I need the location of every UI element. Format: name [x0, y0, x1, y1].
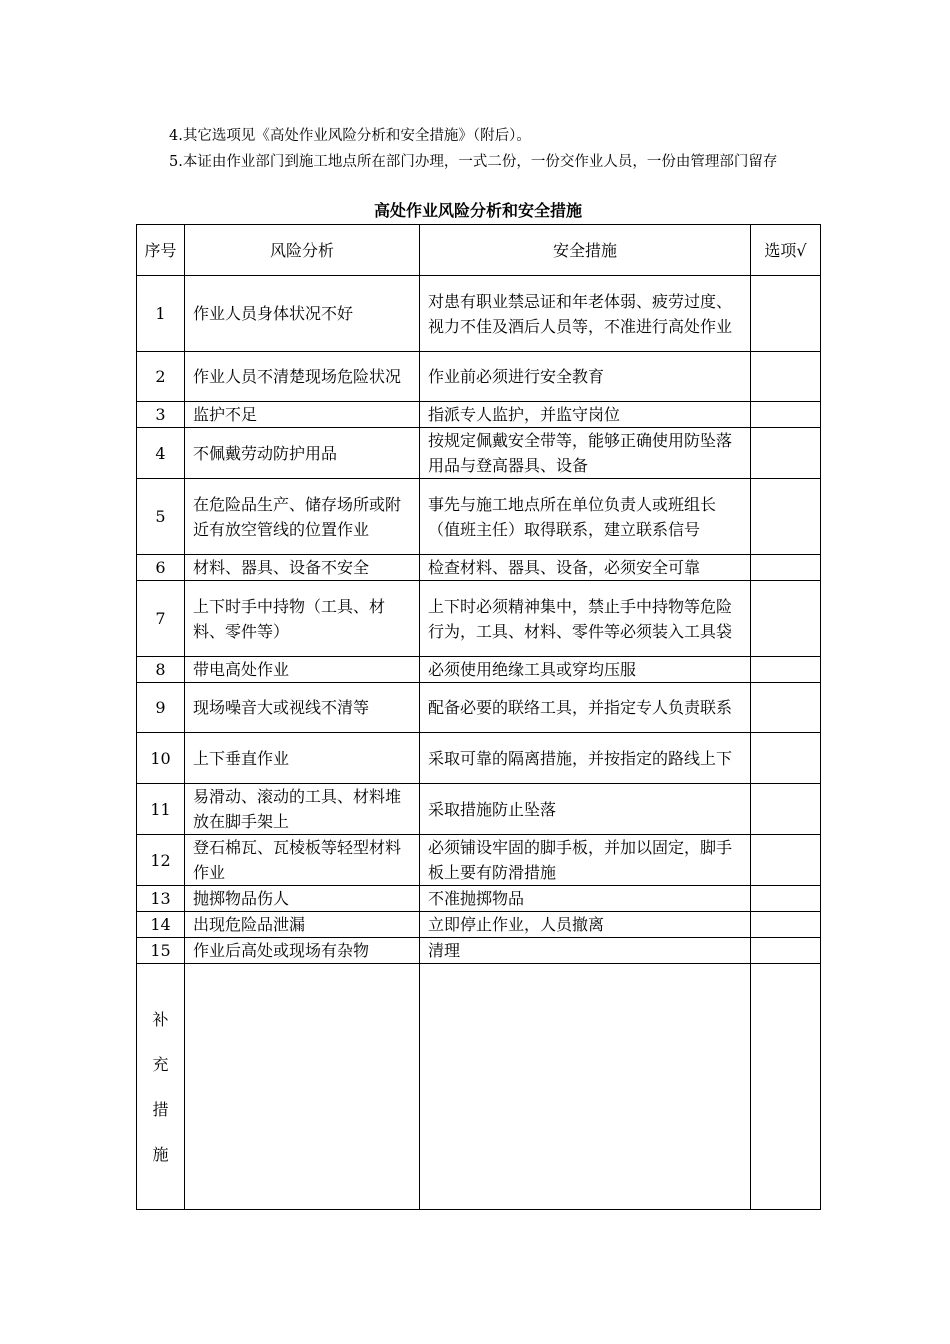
table-row — [137, 886, 821, 912]
supplement-measure-cell[interactable] — [420, 964, 751, 1210]
header-risk: 风险分析 — [185, 225, 420, 276]
risk-analysis-cell: 带电高处作业 — [185, 657, 420, 683]
option-checkbox-cell[interactable] — [751, 912, 821, 938]
risk-analysis-cell: 抛掷物品伤人 — [185, 886, 420, 912]
safety-measure-cell: 清理 — [420, 938, 751, 964]
safety-measure-cell: 指派专人监护，并监守岗位 — [420, 402, 751, 428]
option-checkbox-cell[interactable] — [751, 733, 821, 784]
table-row — [137, 683, 821, 733]
table-header-row — [137, 225, 821, 276]
risk-analysis-cell: 材料、器具、设备不安全 — [185, 555, 420, 581]
table-row — [137, 912, 821, 938]
risk-analysis-cell: 在危险品生产、储存场所或附近有放空管线的位置作业 — [185, 479, 420, 555]
row-number: 14 — [137, 912, 185, 938]
risk-analysis-cell: 上下垂直作业 — [185, 733, 420, 784]
row-number: 7 — [137, 581, 185, 657]
option-checkbox-cell[interactable] — [751, 581, 821, 657]
option-checkbox-cell[interactable] — [751, 784, 821, 835]
option-checkbox-cell[interactable] — [751, 657, 821, 683]
supplement-char: 充 — [152, 1054, 169, 1074]
safety-measure-cell: 必须使用绝缘工具或穿均压服 — [420, 657, 751, 683]
row-number: 15 — [137, 938, 185, 964]
safety-measure-cell: 作业前必须进行安全教育 — [420, 352, 751, 402]
row-number: 11 — [137, 784, 185, 835]
option-checkbox-cell[interactable] — [751, 683, 821, 733]
option-checkbox-cell[interactable] — [751, 276, 821, 352]
table-row — [137, 784, 821, 835]
option-checkbox-cell[interactable] — [751, 479, 821, 555]
row-number: 5 — [137, 479, 185, 555]
safety-measure-cell: 不准抛掷物品 — [420, 886, 751, 912]
table-row — [137, 555, 821, 581]
supplement-option-cell[interactable] — [751, 964, 821, 1210]
risk-analysis-cell: 易滑动、滚动的工具、材料堆放在脚手架上 — [185, 784, 420, 835]
safety-measure-cell: 配备必要的联络工具，并指定专人负责联系 — [420, 683, 751, 733]
table-row — [137, 581, 821, 657]
supplement-risk-cell[interactable] — [185, 964, 420, 1210]
risk-analysis-cell: 监护不足 — [185, 402, 420, 428]
safety-measure-cell: 必须铺设牢固的脚手板，并加以固定，脚手板上要有防滑措施 — [420, 835, 751, 886]
table-row — [137, 657, 821, 683]
row-number: 9 — [137, 683, 185, 733]
safety-measure-cell: 立即停止作业，人员撤离 — [420, 912, 751, 938]
row-number: 1 — [137, 276, 185, 352]
risk-analysis-cell: 现场噪音大或视线不清等 — [185, 683, 420, 733]
table-row — [137, 402, 821, 428]
safety-measure-cell: 上下时必须精神集中，禁止手中持物等危险行为，工具、材料、零件等必须装入工具袋 — [420, 581, 751, 657]
supplement-label — [137, 964, 185, 1210]
table-row — [137, 352, 821, 402]
option-checkbox-cell[interactable] — [751, 835, 821, 886]
table-row — [137, 479, 821, 555]
safety-measure-cell: 按规定佩戴安全带等，能够正确使用防坠落用品与登高器具、设备 — [420, 428, 751, 479]
supplement-char: 施 — [152, 1144, 169, 1164]
risk-analysis-cell: 登石棉瓦、瓦棱板等轻型材料作业 — [185, 835, 420, 886]
option-checkbox-cell[interactable] — [751, 352, 821, 402]
option-checkbox-cell[interactable] — [751, 402, 821, 428]
risk-analysis-cell: 不佩戴劳动防护用品 — [185, 428, 420, 479]
table-row — [137, 733, 821, 784]
safety-measure-cell: 采取可靠的隔离措施，并按指定的路线上下 — [420, 733, 751, 784]
row-number: 8 — [137, 657, 185, 683]
table-row — [137, 835, 821, 886]
safety-measure-cell: 对患有职业禁忌证和年老体弱、疲劳过度、视力不佳及酒后人员等，不准进行高处作业 — [420, 276, 751, 352]
safety-measure-cell: 采取措施防止坠落 — [420, 784, 751, 835]
option-checkbox-cell[interactable] — [751, 555, 821, 581]
risk-analysis-cell: 作业人员不清楚现场危险状况 — [185, 352, 420, 402]
risk-analysis-cell: 作业人员身体状况不好 — [185, 276, 420, 352]
note-item-4: 4.其它选项见《高处作业风险分析和安全措施》（附后）。 — [169, 128, 531, 144]
table-title: 高处作业风险分析和安全措施 — [373, 201, 582, 220]
header-measure: 安全措施 — [420, 225, 751, 276]
table-row — [137, 938, 821, 964]
table-body — [137, 276, 821, 964]
row-number: 3 — [137, 402, 185, 428]
table-row — [137, 428, 821, 479]
option-checkbox-cell[interactable] — [751, 428, 821, 479]
supplement-row — [137, 964, 821, 1210]
safety-measure-cell: 事先与施工地点所在单位负责人或班组长（值班主任）取得联系，建立联系信号 — [420, 479, 751, 555]
note-item-5: 5.本证由作业部门到施工地点所在部门办理，一式二份，一份交作业人员，一份由管理部门留存 — [169, 154, 778, 170]
header-option: 选项√ — [751, 225, 821, 276]
option-checkbox-cell[interactable] — [751, 886, 821, 912]
row-number: 12 — [137, 835, 185, 886]
option-checkbox-cell[interactable] — [751, 938, 821, 964]
risk-table — [136, 224, 821, 1210]
risk-analysis-cell: 出现危险品泄漏 — [185, 912, 420, 938]
safety-measure-cell: 检查材料、器具、设备，必须安全可靠 — [420, 555, 751, 581]
supplement-char: 措 — [152, 1099, 169, 1119]
row-number: 13 — [137, 886, 185, 912]
row-number: 10 — [137, 733, 185, 784]
risk-analysis-cell: 作业后高处或现场有杂物 — [185, 938, 420, 964]
row-number: 2 — [137, 352, 185, 402]
supplement-char: 补 — [152, 1009, 169, 1029]
row-number: 6 — [137, 555, 185, 581]
header-no: 序号 — [137, 225, 185, 276]
risk-analysis-cell: 上下时手中持物（工具、材料、零件等） — [185, 581, 420, 657]
row-number: 4 — [137, 428, 185, 479]
table-row — [137, 276, 821, 352]
